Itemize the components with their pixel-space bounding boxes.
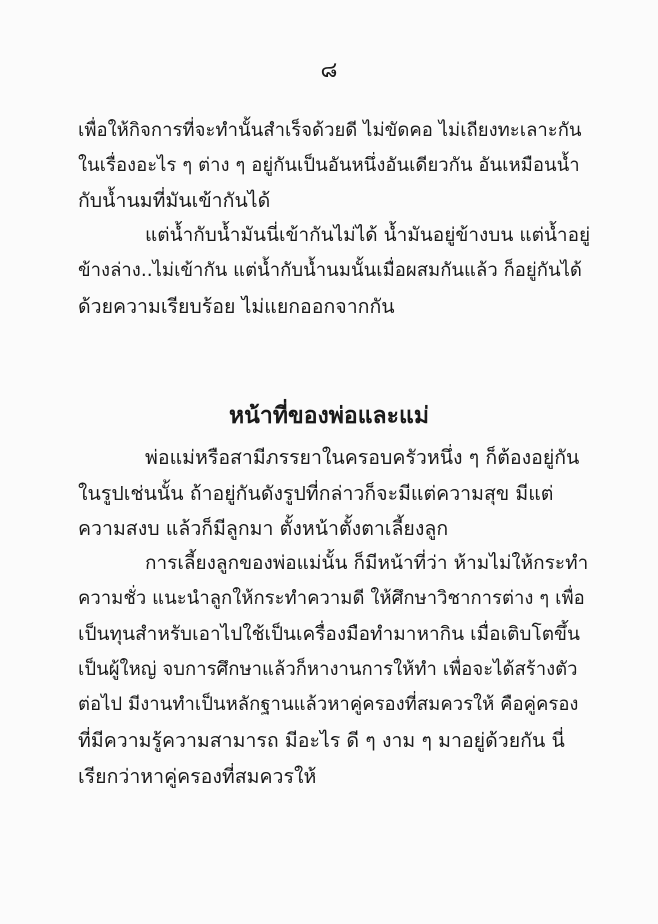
- page-number: ๘: [320, 58, 338, 83]
- paragraph-2-line-3: ด้วยความเรียบร้อย ไม่แยกออกจากกัน: [78, 295, 395, 318]
- paragraph-3-line-2: ในรูปเช่นนั้น ถ้าอยู่กันดังรูปที่กล่าวก็จะมีแต่ความสุข มีแต่: [78, 482, 554, 505]
- paragraph-2-line-2: ข้างล่าง..ไม่เข้ากัน แต่น้ำกับน้ำนมนั้นเมื่อผสมกันแล้ว ก็อยู่กันได้: [78, 260, 582, 281]
- paragraph-3-line-1: พ่อแม่หรือสามีภรรยาในครอบครัวหนึ่ง ๆ ก็ต้องอยู่กัน: [145, 446, 580, 469]
- paragraph-2-line-1: แต่น้ำกับน้ำมันนี่เข้ากันไม่ได้ น้ำมันอยู่ข้างบน แต่น้ำอยู่: [145, 224, 591, 246]
- paragraph-4-line-1: การเลี้ยงลูกของพ่อแม่นั้น ก็มีหน้าที่ว่า ห้ามไม่ให้กระทำ: [145, 552, 589, 574]
- paragraph-1-line-1: เพื่อให้กิจการที่จะทำนั้นสำเร็จด้วยดี ไม่ขัดคอ ไม่เถียงทะเลาะกัน: [78, 120, 582, 141]
- paragraph-4-line-2: ความชั่ว แนะนำลูกให้กระทำความดี ให้ศึกษาวิชาการต่าง ๆ เพื่อ: [78, 588, 585, 609]
- paragraph-4-line-3: เป็นทุนสำหรับเอาไปใช้เป็นเครื่องมือทำมาหากิน เมื่อเติบโตขึ้น: [78, 623, 581, 645]
- paragraph-1-line-2: ในเรื่องอะไร ๆ ต่าง ๆ อยู่กันเป็นอันหนึ่งอันเดียวกัน อันเหมือนน้ำ: [78, 155, 580, 176]
- paragraph-1-line-3: กับน้ำนมที่มันเข้ากันได้: [78, 189, 271, 212]
- paragraph-4-line-6: ที่มีความรู้ความสามารถ มีอะไร ดี ๆ งาม ๆ มาอยู่ด้วยกัน นี่: [78, 729, 565, 752]
- paragraph-4-line-5: ต่อไป มีงานทำเป็นหลักฐานแล้วหาคู่ครองที่สมควรให้ คือคู่ครอง: [78, 694, 579, 715]
- section-heading: หน้าที่ของพ่อและแม่: [229, 403, 429, 429]
- paragraph-4-line-7: เรียกว่าหาคู่ครองที่สมควรให้: [78, 765, 317, 788]
- paragraph-3-line-3: ความสงบ แล้วก็มีลูกมา ตั้งหน้าตั้งตาเลี้ยงลูก: [78, 517, 449, 540]
- paragraph-4-line-4: เป็นผู้ใหญ่ จบการศึกษาแล้วก็หางานการให้ทำ เพื่อจะได้สร้างตัว: [78, 659, 578, 680]
